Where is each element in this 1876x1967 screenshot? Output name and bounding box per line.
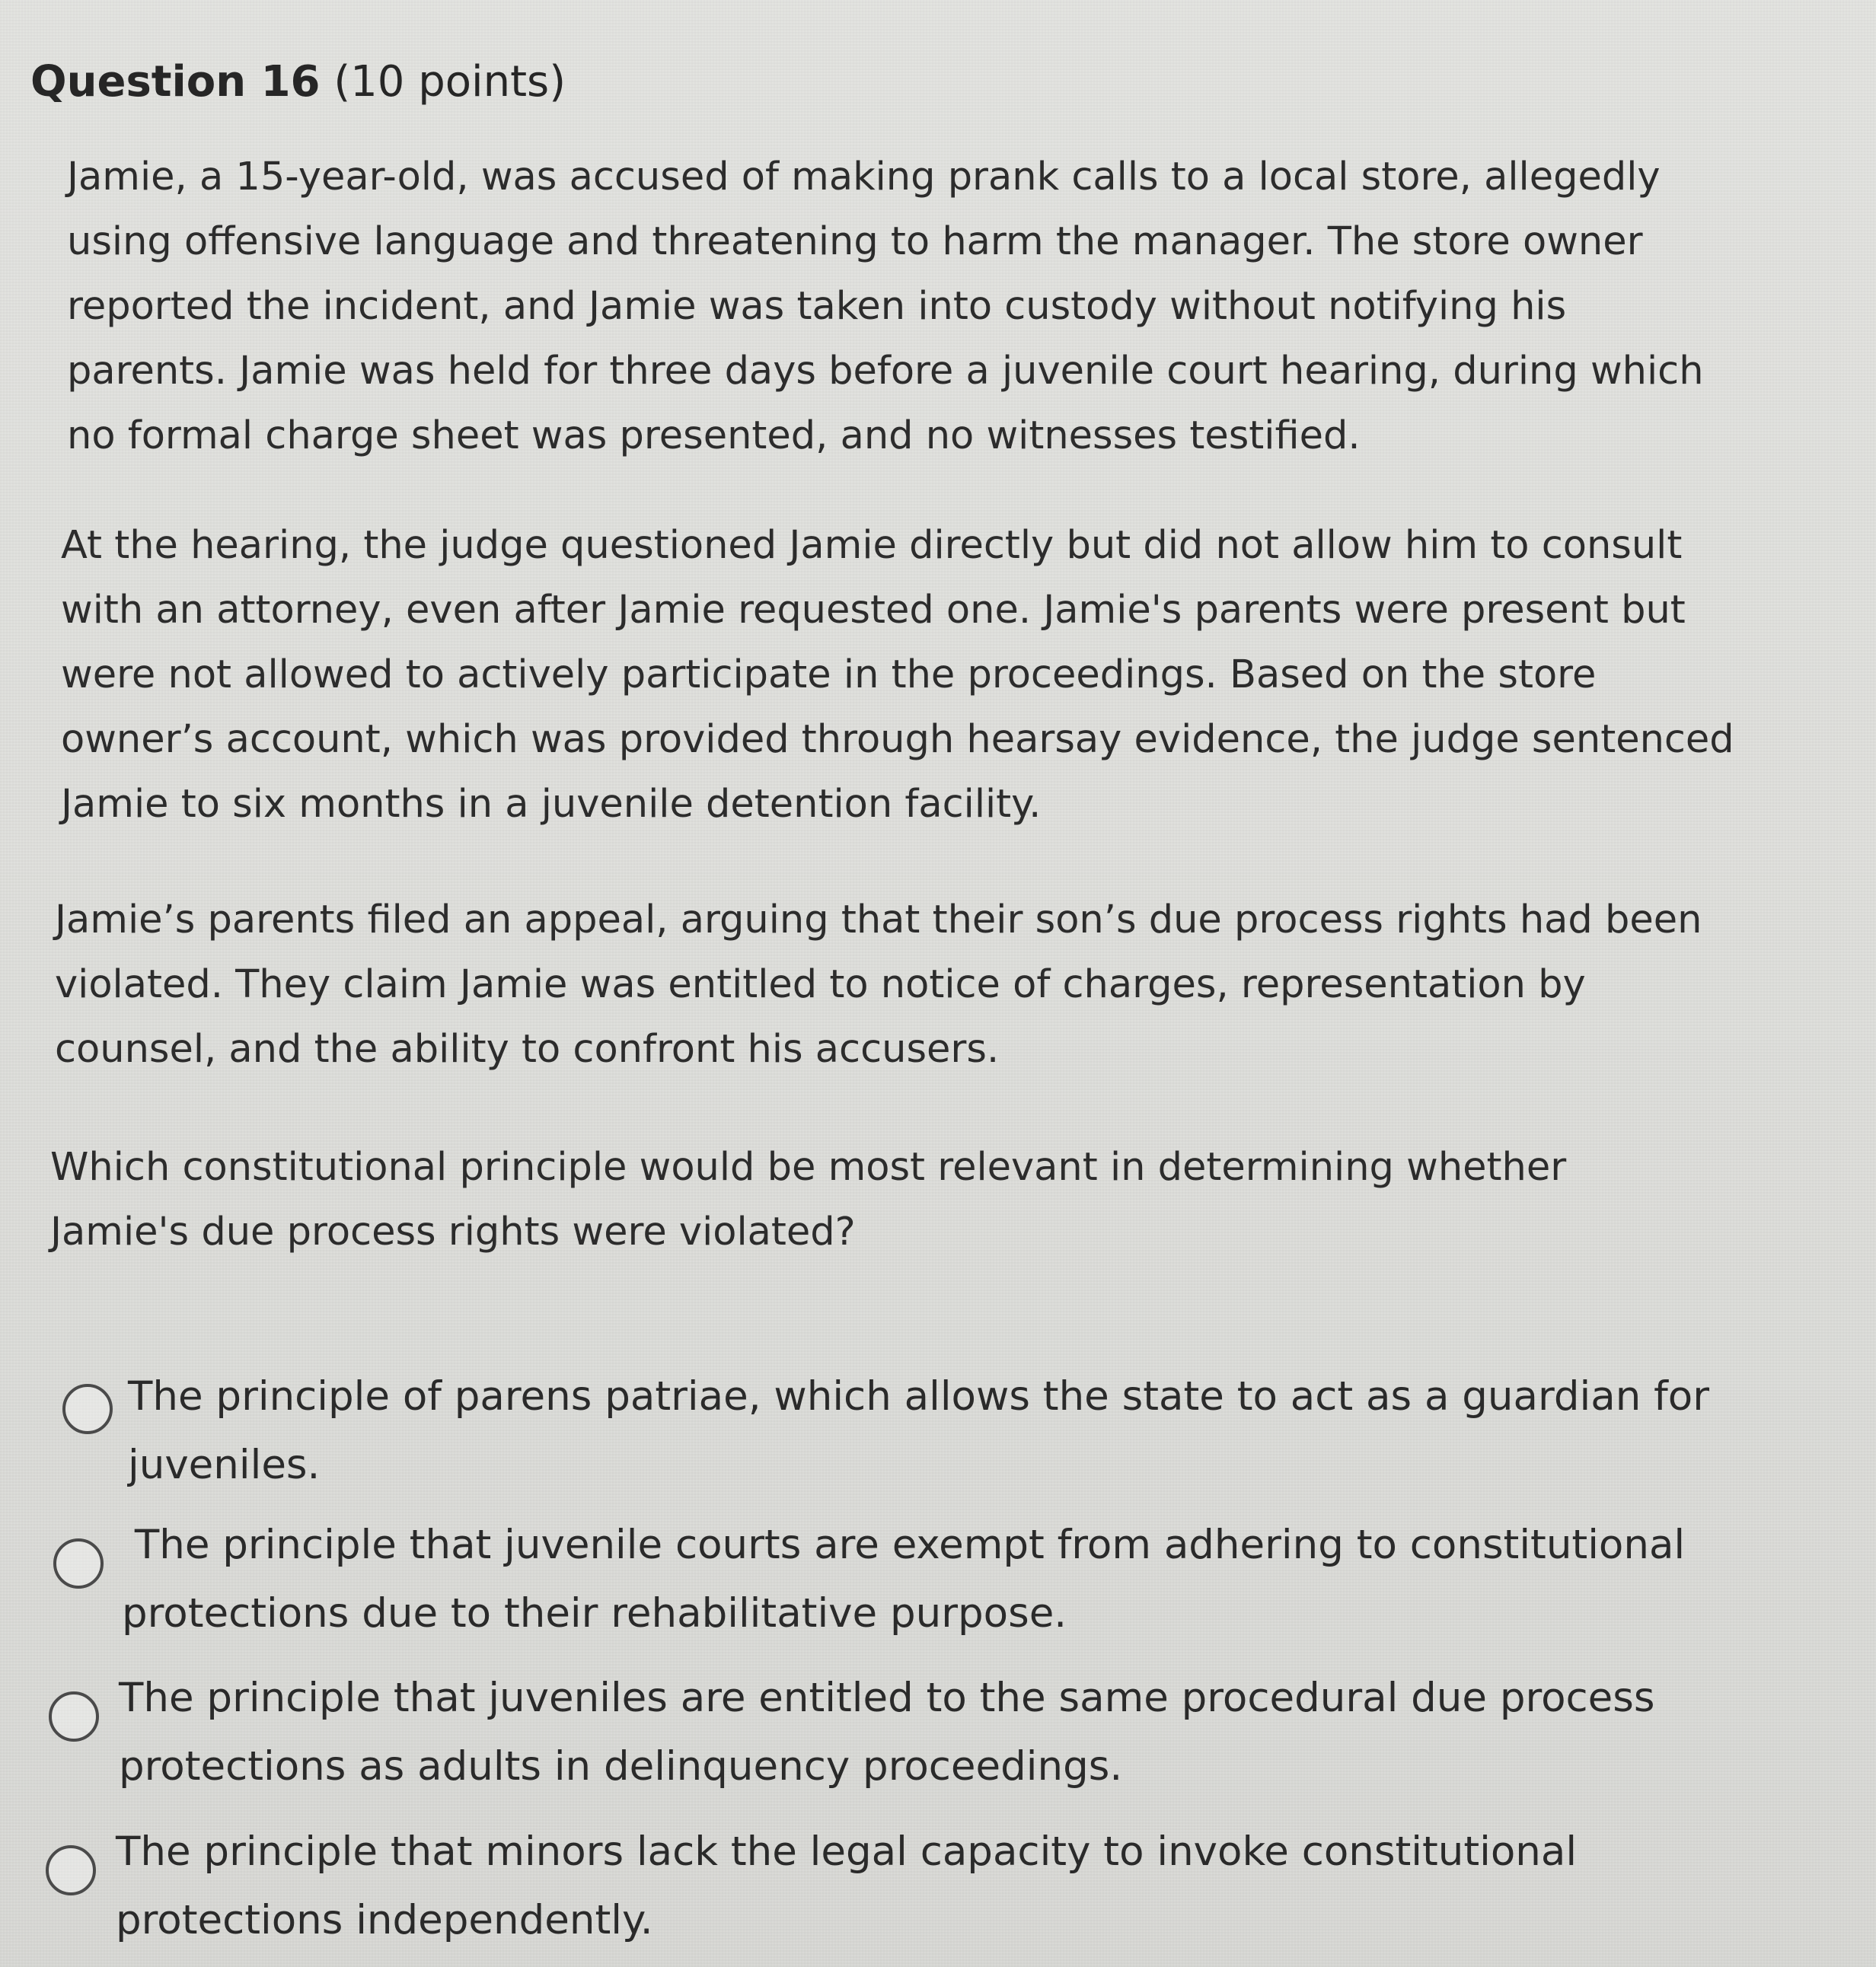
option-line: The principle of parens patriae, which allows the state to act as a guardian for xyxy=(128,1373,1710,1420)
option-line: The principle that juveniles are entitled to the same procedural due process xyxy=(119,1675,1655,1721)
stem-line: violated. They claim Jamie was entitled to notice of charges, representation by xyxy=(55,962,1586,1007)
answer-option-label[interactable] xyxy=(119,1664,1655,1801)
radio-button[interactable] xyxy=(53,1538,104,1589)
stem-line: with an attorney, even after Jamie requested one. Jamie's parents were present but xyxy=(61,588,1686,633)
question-stem-paragraph xyxy=(55,888,1702,1082)
stem-line: counsel, and the ability to confront his accusers. xyxy=(55,1027,1000,1072)
answer-option-label[interactable] xyxy=(122,1511,1685,1648)
stem-line: At the hearing, the judge questioned Jamie directly but did not allow him to consult xyxy=(61,523,1683,568)
stem-line: owner’s account, which was provided through hearsay evidence, the judge sentenced xyxy=(61,717,1734,762)
answer-option-label[interactable] xyxy=(116,1818,1577,1955)
stem-line: Jamie, a 15-year-old, was accused of making prank calls to a local store, allegedly xyxy=(67,155,1661,199)
option-line: protections as adults in delinquency proceedings. xyxy=(119,1743,1123,1790)
question-header xyxy=(30,52,566,113)
option-line: protections independently. xyxy=(116,1897,653,1943)
stem-line: Jamie to six months in a juvenile detention facility. xyxy=(61,782,1042,827)
option-line: juveniles. xyxy=(128,1442,321,1488)
radio-button[interactable] xyxy=(46,1845,96,1895)
radio-button[interactable] xyxy=(49,1691,99,1742)
prompt-line: Jamie's due process rights were violated? xyxy=(50,1210,856,1254)
option-line: protections due to their rehabilitative purpose. xyxy=(122,1590,1067,1637)
option-line: The principle that juvenile courts are exempt from adhering to constitutional xyxy=(122,1522,1686,1568)
stem-line: Jamie’s parents filed an appeal, arguing that their son’s due process rights had been xyxy=(55,897,1702,942)
question-prompt xyxy=(50,1135,1566,1264)
option-line: The principle that minors lack the legal capacity to invoke constitutional xyxy=(116,1828,1578,1875)
question-title: Question 16 xyxy=(30,57,321,107)
question-stem-paragraph xyxy=(67,145,1704,468)
stem-line: were not allowed to actively participate in the proceedings. Based on the store xyxy=(61,652,1597,697)
stem-line: reported the incident, and Jamie was taken into custody without notifying his xyxy=(67,284,1567,329)
stem-line: parents. Jamie was held for three days before a juvenile court hearing, during which xyxy=(67,349,1704,394)
stem-line: no formal charge sheet was presented, and no witnesses testified. xyxy=(67,413,1361,458)
answer-option-label[interactable] xyxy=(128,1363,1709,1500)
question-stem-paragraph xyxy=(61,513,1734,837)
radio-button[interactable] xyxy=(62,1384,113,1434)
prompt-line: Which constitutional principle would be most relevant in determining whether xyxy=(50,1145,1567,1190)
stem-line: using offensive language and threatening to harm the manager. The store owner xyxy=(67,219,1643,264)
question-points: (10 points) xyxy=(333,57,566,107)
